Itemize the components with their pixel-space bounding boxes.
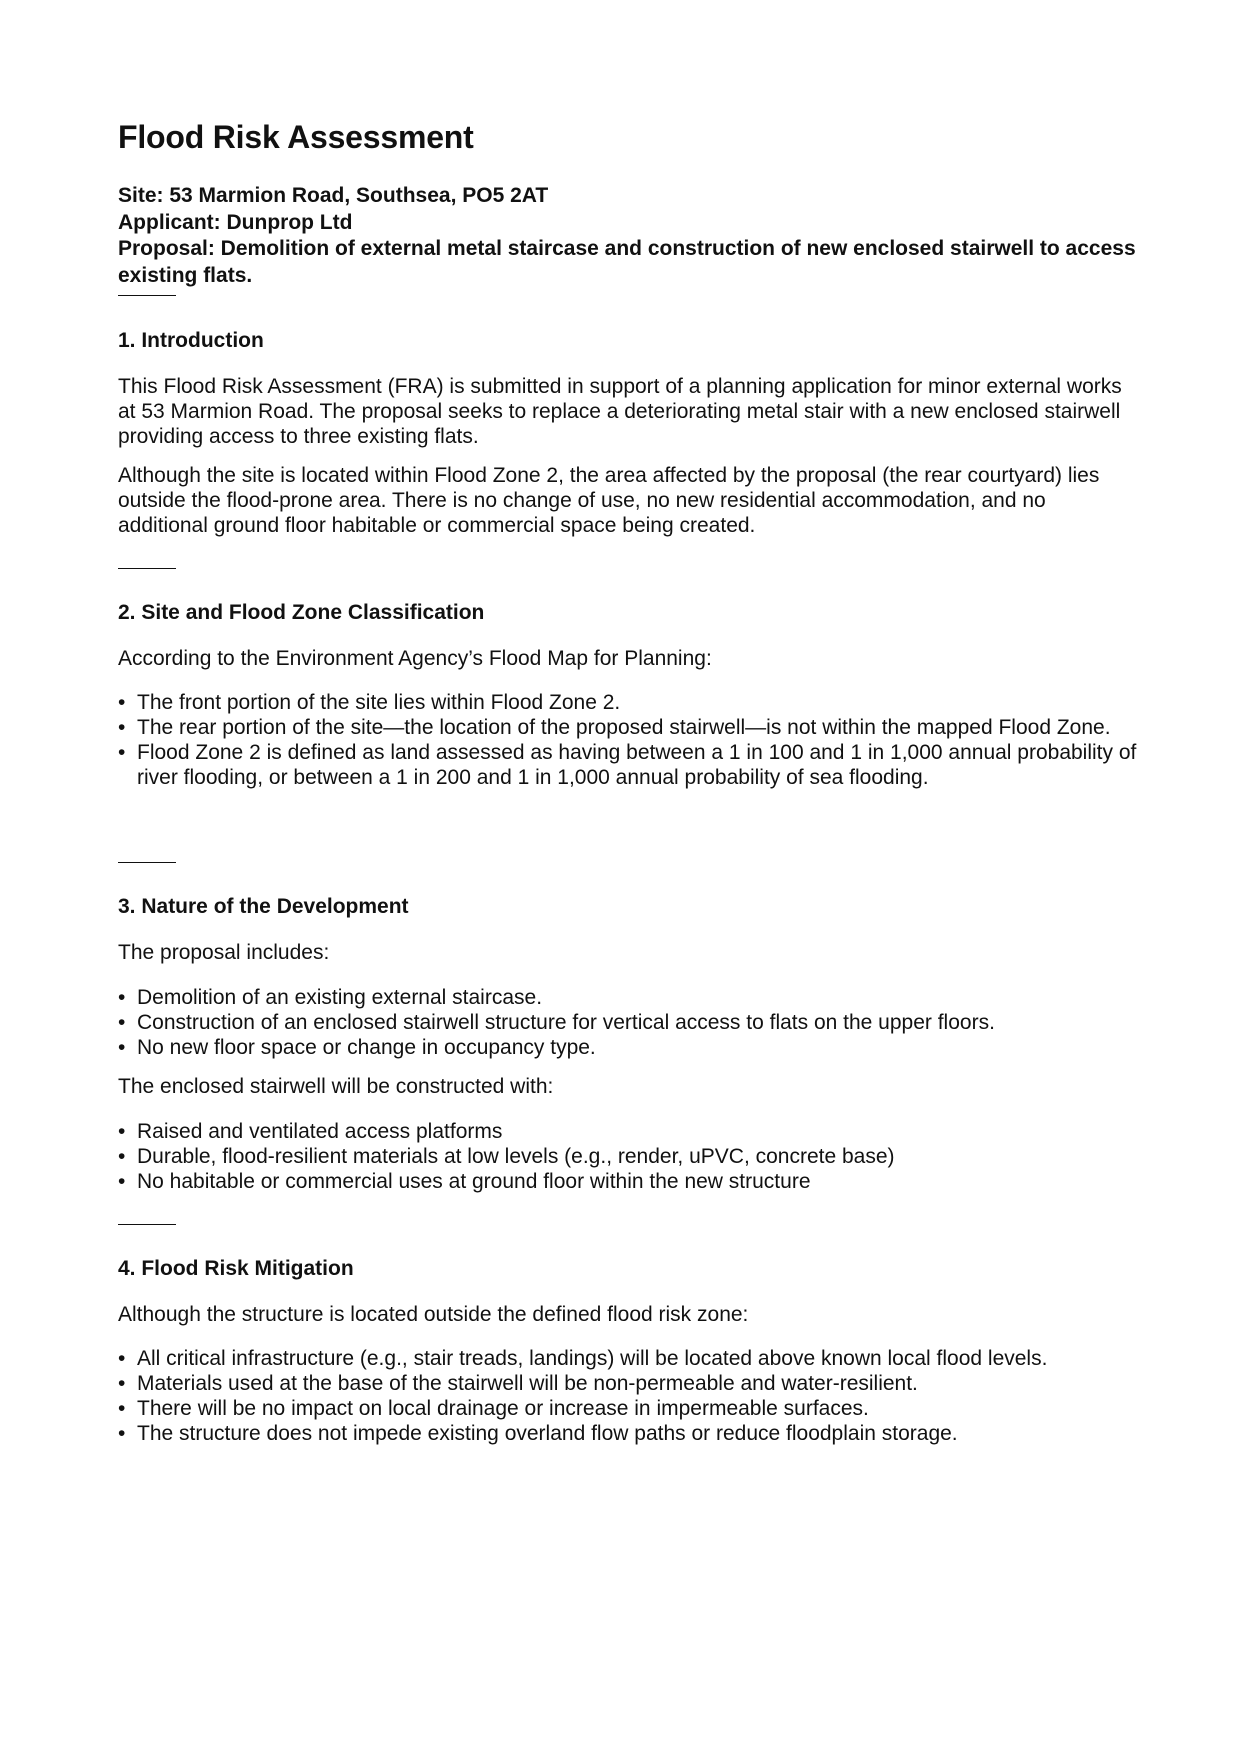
bullet-icon: • <box>118 1397 126 1420</box>
bullet-icon: • <box>118 1036 126 1059</box>
list-item: • The front portion of the site lies within Flood Zone 2. <box>118 691 621 714</box>
bullet-icon: • <box>118 1170 126 1193</box>
applicant-name: Applicant: Dunprop Ltd <box>118 210 353 234</box>
section-heading-site-classification: 2. Site and Flood Zone Classification <box>118 601 485 624</box>
introduction-paragraph: This Flood Risk Assessment (FRA) is submitted in support of a planning application for minor external works at 53 Marmion Road. The proposal seeks to replace a deteriorating metal stair with a new enclosed stairwell providing access to three existing flats. <box>118 375 1122 448</box>
section-heading-development: 3. Nature of the Development <box>118 895 409 918</box>
list-item: • No habitable or commercial uses at ground floor within the new structure <box>118 1170 811 1193</box>
section-heading-introduction: 1. Introduction <box>118 329 264 352</box>
section-divider <box>118 1224 176 1225</box>
list-item: • Demolition of an existing external staircase. <box>118 986 543 1009</box>
section-divider <box>118 862 176 863</box>
bullet-icon: • <box>118 741 126 764</box>
bullet-icon: • <box>118 1347 126 1370</box>
list-item: • There will be no impact on local drainage or increase in impermeable surfaces. <box>118 1397 869 1420</box>
list-item: • Durable, flood-resilient materials at low levels (e.g., render, uPVC, concrete base) <box>118 1145 895 1168</box>
mitigation-list <box>118 1346 1138 1446</box>
bullet-icon: • <box>118 691 126 714</box>
site-address: Site: 53 Marmion Road, Southsea, PO5 2AT <box>118 184 549 207</box>
construction-list <box>118 1119 1138 1194</box>
page-title: Flood Risk Assessment <box>118 119 474 155</box>
bullet-icon: • <box>118 1120 126 1143</box>
bullet-icon: • <box>118 1145 126 1168</box>
section-heading-mitigation: 4. Flood Risk Mitigation <box>118 1257 354 1280</box>
list-item: • The rear portion of the site—the location of the proposed stairwell—is not within the mapped Flood Zone. <box>118 716 1111 739</box>
introduction-paragraph: Although the site is located within Flood Zone 2, the area affected by the proposal (the rear courtyard) lies outside the flood-prone area. There is no change of use, no new residential accommodation, and no additional ground floor habitable or commercial space being created. <box>118 464 1100 537</box>
bullet-icon: • <box>118 1011 126 1034</box>
section-divider <box>118 295 176 296</box>
proposal-list <box>118 985 1138 1060</box>
bullet-icon: • <box>118 1422 126 1445</box>
bullet-icon: • <box>118 986 126 1009</box>
bullet-icon: • <box>118 1372 126 1395</box>
section-intro: The enclosed stairwell will be constructed with: <box>118 1075 554 1098</box>
document-meta <box>118 183 1138 289</box>
list-item: • No new floor space or change in occupancy type. <box>118 1036 596 1059</box>
section-divider <box>118 568 176 569</box>
section-intro: The proposal includes: <box>118 941 330 964</box>
bullet-icon: • <box>118 716 126 739</box>
list-item: • Construction of an enclosed stairwell structure for vertical access to flats on the upper floors. <box>118 1011 995 1034</box>
proposal-description: Proposal: Demolition of external metal staircase and construction of new enclosed stairwell to access existing flats. <box>118 237 1136 287</box>
section-intro: Although the structure is located outside the defined flood risk zone: <box>118 1303 749 1326</box>
list-item: • Materials used at the base of the stairwell will be non-permeable and water-resilient. <box>118 1372 918 1395</box>
section-intro: According to the Environment Agency’s Flood Map for Planning: <box>118 647 712 670</box>
list-item: • Raised and ventilated access platforms <box>118 1120 503 1143</box>
list-item: • The structure does not impede existing overland flow paths or reduce floodplain storage. <box>118 1422 958 1445</box>
flood-zone-list <box>118 690 1138 790</box>
list-item: • Flood Zone 2 is defined as land assessed as having between a 1 in 100 and 1 in 1,000 annual probability of river flooding, or between a 1 in 200 and 1 in 1,000 annual probability of sea flooding. <box>118 741 1137 789</box>
list-item: • All critical infrastructure (e.g., stair treads, landings) will be located above known local flood levels. <box>118 1347 1048 1370</box>
